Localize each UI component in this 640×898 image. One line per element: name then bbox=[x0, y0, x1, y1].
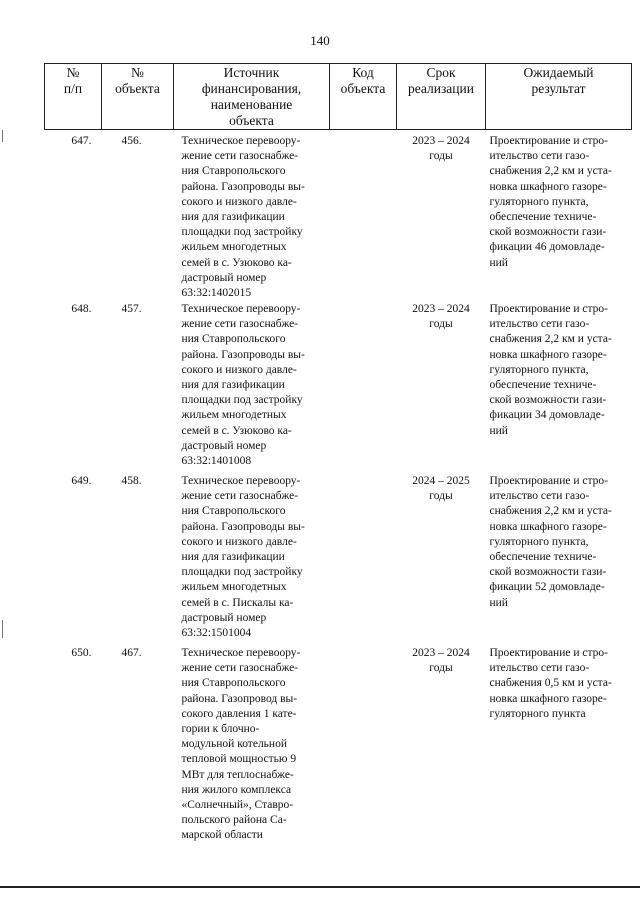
row-number: 649. bbox=[71, 475, 92, 487]
header-object-number: № объекта bbox=[102, 64, 174, 130]
implementation-period: 2023 – 2024 годы bbox=[412, 647, 470, 675]
implementation-period: 2023 – 2024 годы bbox=[412, 303, 470, 331]
object-code bbox=[330, 474, 397, 646]
header-row-number: № п/п bbox=[45, 64, 102, 130]
expected-result: Проектирование и стро- ительство сети газо- снабжения 2,2 км и уста- новка шкафного газоре- гуляторного пункта, обеспечение техниче- ской возможности гази- фикации 34 домовладе- ний bbox=[489, 303, 612, 437]
object-code bbox=[330, 302, 397, 474]
object-description: Техническое перевоору- жение сети газоснабже- ния Ставропольского района. Газопроводы вы- сокого и низкого давле- ния для газификации площадки под застройку жильем многодетных семей в с. Узюково ка- дастровый номер 63:32:1401008 bbox=[181, 303, 305, 468]
object-description: Техническое перевоору- жение сети газоснабже- ния Ставропольского района. Газопровод вы- сокого давления 1 кате- гории к блочно- модульной котельной тепловой мощностью 9 МВт для теплоснабже- ния жилого комплекса «Солнечный», Ставро- польского района Са- марской области bbox=[181, 647, 301, 842]
row-number: 648. bbox=[71, 303, 92, 315]
table-row bbox=[45, 130, 632, 303]
page-bottom-rule bbox=[0, 886, 640, 888]
header-source-name: Источник финансирования, наименование объекта bbox=[174, 64, 330, 130]
table-row bbox=[45, 646, 632, 856]
implementation-period: 2023 – 2024 годы bbox=[412, 135, 470, 163]
scan-edge-mark bbox=[2, 620, 3, 638]
expected-result: Проектирование и стро- ительство сети газо- снабжения 0,5 км и уста- новка шкафного газоре- гуляторного пункта bbox=[489, 647, 612, 720]
expected-result: Проектирование и стро- ительство сети газо- снабжения 2,2 км и уста- новка шкафного газоре- гуляторного пункта, обеспечение техниче- ской возможности гази- фикации 46 домовладе- ний bbox=[489, 135, 612, 269]
object-number: 456. bbox=[121, 135, 142, 147]
header-period: Срок реализации bbox=[397, 64, 486, 130]
implementation-period: 2024 – 2025 годы bbox=[412, 475, 470, 503]
table-row bbox=[45, 474, 632, 646]
object-code bbox=[330, 130, 397, 303]
object-description: Техническое перевоору- жение сети газоснабже- ния Ставропольского района. Газопроводы вы- сокого и низкого давле- ния для газификации площадки под застройку жильем многодетных семей в с. Пискалы ка- дастровый номер 63:32:1501004 bbox=[181, 475, 305, 640]
row-number: 647. bbox=[71, 135, 92, 147]
object-description: Техническое перевоору- жение сети газоснабже- ния Ставропольского района. Газопроводы вы- сокого и низкого давле- ния для газификации площадки под застройку жильем многодетных семей в с. Узюково ка- дастровый номер 63:32:1402015 bbox=[181, 135, 305, 300]
header-expected-result: Ожидаемый результат bbox=[486, 64, 632, 130]
table-header-row bbox=[45, 64, 632, 130]
financing-table bbox=[44, 63, 632, 856]
scan-edge-mark bbox=[2, 130, 3, 142]
object-number: 458. bbox=[121, 475, 142, 487]
object-number: 467. bbox=[121, 647, 142, 659]
expected-result: Проектирование и стро- ительство сети газо- снабжения 2,2 км и уста- новка шкафного газоре- гуляторного пункта, обеспечение техниче- ской возможности гази- фикации 52 домовладе- ний bbox=[489, 475, 612, 609]
object-number: 457. bbox=[121, 303, 142, 315]
table-row bbox=[45, 302, 632, 474]
page-number: 140 bbox=[310, 33, 330, 48]
row-number: 650. bbox=[71, 647, 92, 659]
object-code bbox=[330, 646, 397, 856]
header-object-code: Код объекта bbox=[330, 64, 397, 130]
